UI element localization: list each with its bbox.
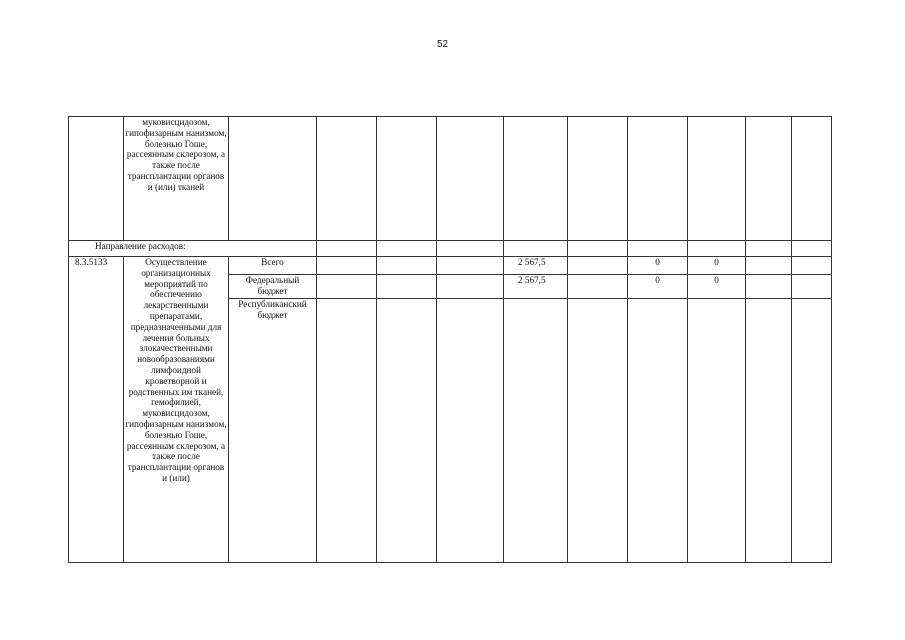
amount	[504, 299, 568, 563]
cell-description: муковисцидозом, гипофизарным нанизмом, болезнью Гоше, рассеянным склерозом, а также после трансплантации органов и (или) тканей	[124, 117, 229, 241]
funding-source: Всего	[229, 257, 317, 275]
value-1: 0	[628, 275, 688, 299]
value-2: 0	[688, 275, 746, 299]
amount: 2 567,5	[504, 257, 568, 275]
value-1	[628, 299, 688, 563]
direction-row	[69, 241, 832, 257]
direction-label: Направление расходов:	[69, 241, 317, 257]
cell-code	[69, 117, 124, 241]
funding-source: Федеральный бюджет	[229, 275, 317, 299]
value-1: 0	[628, 257, 688, 275]
table-row	[69, 257, 832, 275]
value-2	[688, 299, 746, 563]
page-number: 52	[436, 39, 449, 50]
entry-description: Осуществление организационных мероприятий по обеспечению лекарственными препаратами, предназначенными для лечения больных злокачественными новообразованиями лимфоидной кроветворной и родственных им тканей, гемофилией, муковисцидозом, гипофизарным нанизмом, болезнью Гоше, рассеянным склерозом, а также после трансплантации органов и (или)	[124, 257, 229, 563]
entry-code: 8.3.5133	[69, 257, 124, 563]
funding-source: Республиканский бюджет	[229, 299, 317, 563]
budget-table	[68, 116, 832, 563]
amount: 2 567,5	[504, 275, 568, 299]
value-2: 0	[688, 257, 746, 275]
continued-row	[69, 117, 832, 241]
